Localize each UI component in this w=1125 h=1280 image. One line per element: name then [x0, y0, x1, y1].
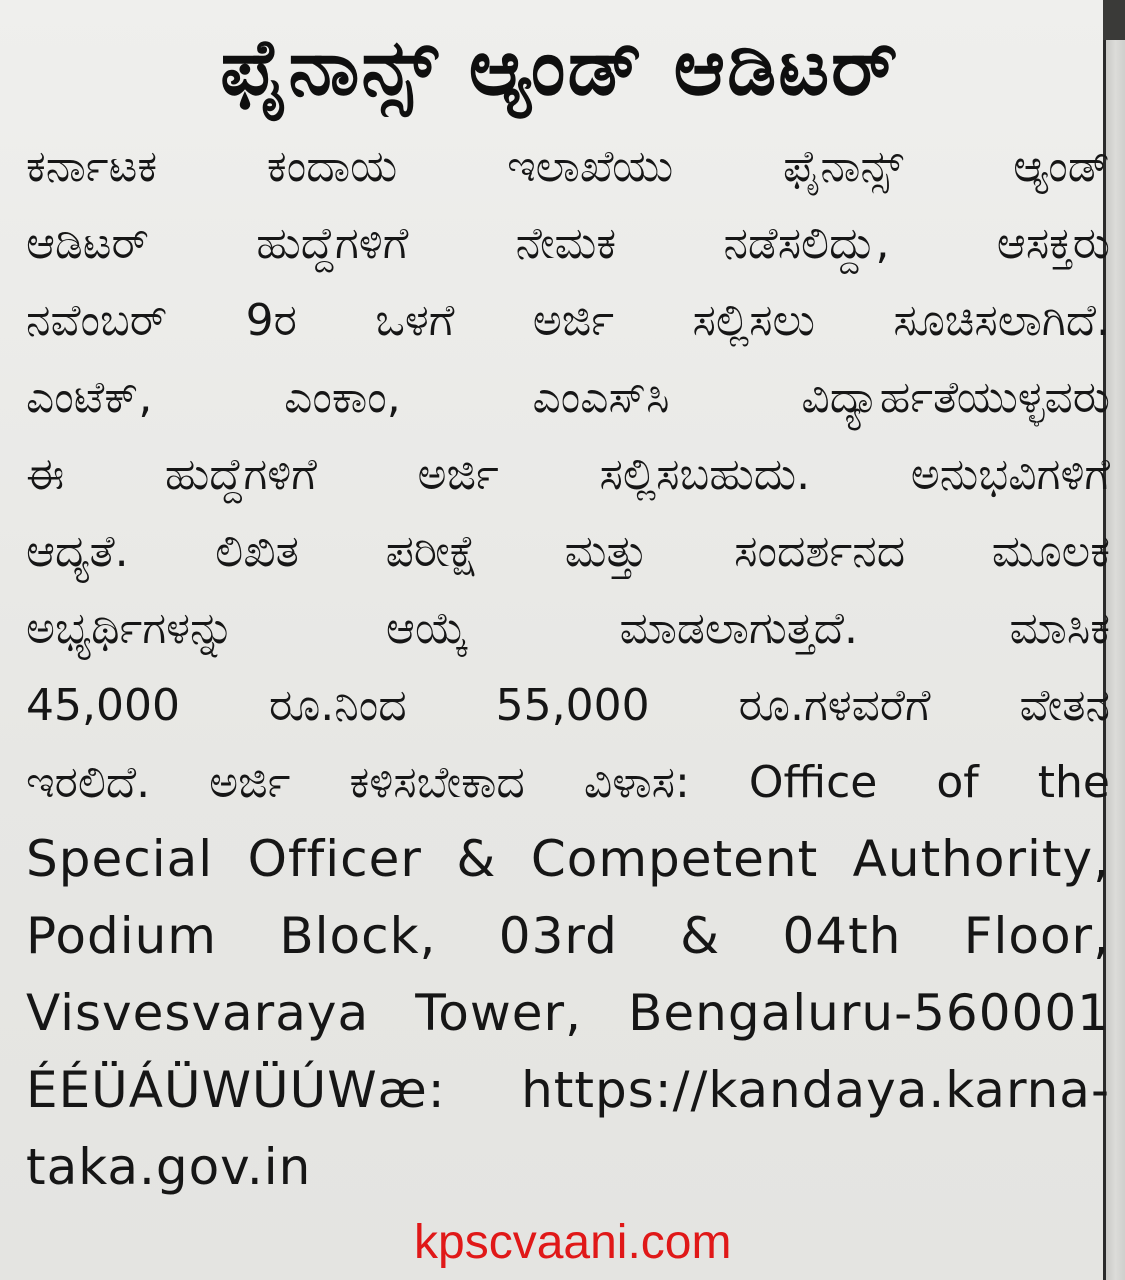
article-line-7: ಅಭ್ಯರ್ಥಿಗಳನ್ನು ಆಯ್ಕೆ ಮಾಡಲಾಗುತ್ತದೆ. ಮಾಸಿಕ — [26, 603, 1110, 654]
article-line-1: ಕರ್ನಾಟಕ ಕಂದಾಯ ಇಲಾಖೆಯು ಫೈನಾನ್ಸ್ ಆ್ಯಂಡ್ — [26, 141, 1110, 192]
article-line-9: ಇರಲಿದೆ. ಅರ್ಜಿ ಕಳಿಸಬೇಕಾದ ವಿಳಾಸ: Office of the — [26, 757, 1110, 808]
article-body — [26, 128, 1110, 1206]
article-line-13: ÉÉÜÁÜWÜÚWæ: https://kandaya.karna- — [26, 1061, 1110, 1119]
site-watermark: kpscvaani.com — [414, 1216, 732, 1269]
article-line-6: ಆದ್ಯತೆ. ಲಿಖಿತ ಪರೀಕ್ಷೆ ಮತ್ತು ಸಂದರ್ಶನದ ಮೂಲಕ — [26, 526, 1110, 577]
article-line-10: Special Officer & Competent Authority, — [26, 830, 1110, 888]
edge-shadow — [1103, 0, 1125, 40]
article-line-5: ಈ ಹುದ್ದೆಗಳಿಗೆ ಅರ್ಜಿ ಸಲ್ಲಿಸಬಹುದು. ಅನುಭವಿಗಳಿಗೆ — [26, 449, 1110, 500]
article-line-3: ನವೆಂಬರ್ 9ರ ಒಳಗೆ ಅರ್ಜಿ ಸಲ್ಲಿಸಲು ಸೂಚಿಸಲಾಗಿದೆ. — [26, 295, 1110, 346]
article-line-11: Podium Block, 03rd & 04th Floor, — [26, 907, 1110, 965]
article-line-8: 45,000 ರೂ.ನಿಂದ 55,000 ರೂ.ಗಳವರೆಗೆ ವೇತನ — [26, 680, 1110, 731]
article-headline: ಫೈನಾನ್ಸ್ ಆ್ಯಂಡ್ ಆಡಿಟರ್ — [220, 23, 900, 113]
article-line-14: taka.gov.in — [26, 1138, 312, 1196]
article-line-2: ಆಡಿಟರ್ ಹುದ್ದೆಗಳಿಗೆ ನೇಮಕ ನಡೆಸಲಿದ್ದು, ಆಸಕ್ತರು — [26, 218, 1110, 269]
article-line-12: Visvesvaraya Tower, Bengaluru-560001 — [26, 984, 1110, 1042]
article-line-4: ಎಂಟೆಕ್, ಎಂಕಾಂ, ಎಂಎಸ್‌ಸಿ ವಿದ್ಯಾರ್ಹತೆಯುಳ್ಳವರು — [26, 372, 1110, 423]
